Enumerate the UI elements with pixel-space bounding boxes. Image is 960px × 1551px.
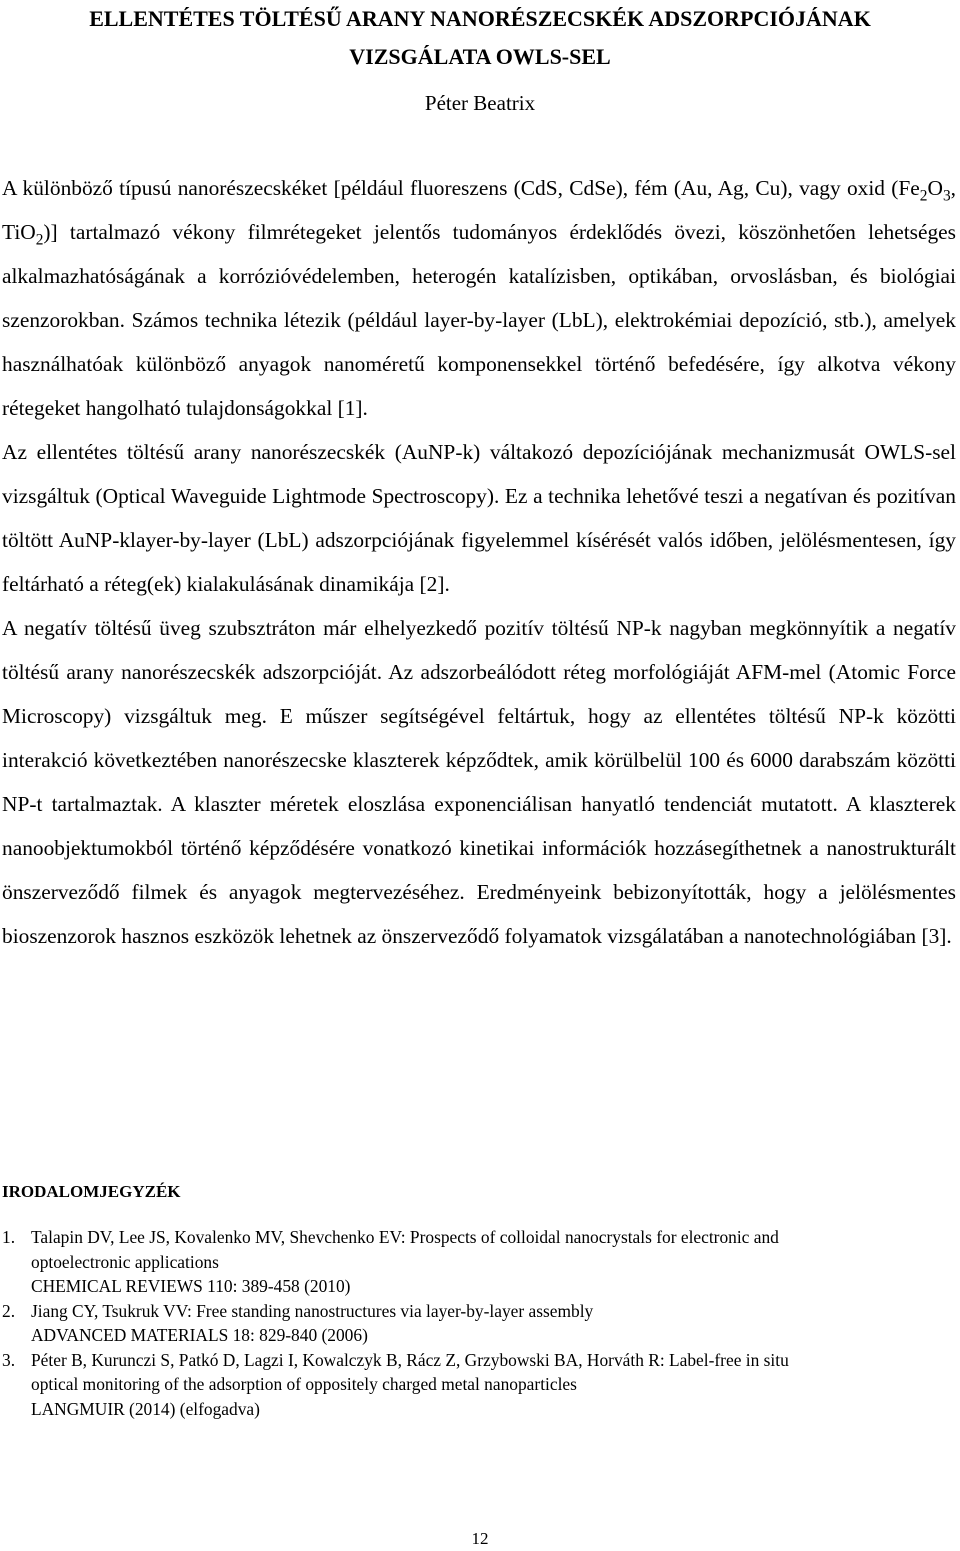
- subscript-fe: 2: [919, 187, 928, 205]
- paper-title-line-1: ELLENTÉTES TÖLTÉSŰ ARANY NANORÉSZECSKÉK ADSZORPCIÓJÁNAK: [89, 6, 871, 31]
- abstract-body: [2, 166, 956, 958]
- reference-journal: LANGMUIR (2014) (elfogadva): [31, 1398, 260, 1419]
- references-list: [2, 1225, 958, 1421]
- abstract-paragraph-1: [2, 166, 956, 430]
- reference-item: [2, 1348, 958, 1422]
- page-number: 12: [471, 1529, 489, 1548]
- reference-number: 3.: [2, 1349, 16, 1370]
- reference-item: [2, 1225, 958, 1299]
- reference-number: 2.: [2, 1300, 16, 1321]
- abstract-paragraph-1-text-b: O: [927, 176, 943, 200]
- reference-journal: CHEMICAL REVIEWS 110: 389-458 (2010): [31, 1276, 351, 1296]
- reference-item: [2, 1299, 958, 1348]
- paper-title-line-2: VIZSGÁLATA OWLS-SEL: [349, 44, 611, 69]
- reference-journal: ADVANCED MATERIALS 18: 829-840 (2006): [31, 1325, 368, 1345]
- abstract-paragraph-1-text-c: , TiO: [2, 176, 956, 244]
- abstract-paragraph-2: Az ellentétes töltésű arany nanorészecskék (AuNP-k) váltakozó depozíciójának mechanizmusát OWLS-sel vizsgáltuk (Optical Waveguide Lightmode Spectroscopy). Ez a technika lehetővé teszi a negatívan és pozitívan töltött AuNP-klayer-by-layer (LbL) adszorpciójának figyelemmel kísérését valós időben, jelölésmentesen, így feltárható a réteg(ek) kialakulásának dinamikája [2].: [2, 440, 956, 596]
- subscript-ti: 2: [35, 231, 44, 249]
- reference-line: Péter B, Kurunczi S, Patkó D, Lagzi I, Kowalczyk B, Rácz Z, Grzybowski BA, Horváth R: Label-free in situ: [31, 1349, 789, 1370]
- references-heading: IRODALOMJEGYZÉK: [2, 1182, 181, 1201]
- abstract-paragraph-1-text-a: A különböző típusú nanorészecskéket [például fluoreszens (CdS, CdSe), fém (Au, Ag, Cu), vagy oxid (Fe: [2, 176, 920, 200]
- abstract-paragraph-3: A negatív töltésű üveg szubsztráton már elhelyezkedő pozitív töltésű NP-k nagyban megkönnyítik a negatív töltésű arany nanorészecskék adszorpcióját. Az adszorbeálódott réteg morfológiáját AFM-mel (Atomic Force Microscopy) vizsgáltuk meg. E műszer segítségével feltártuk, hogy az ellentétes töltésű NP-k közötti interakció következtében nanorészecske klaszterek képződtek, amik körülbelül 100 és 6000 darabszám közötti NP-t tartalmaztak. A klaszter méretek eloszlása exponenciálisan hanyatló tendenciát mutatott. A klaszterek nanoobjektumokból történő képződésére vonatkozó kinetikai információk hozzásegíthetnek a nanostrukturált önszerveződő filmek és anyagok megtervezéséhez. Eredményeink bebizonyították, hogy a jelölésmentes bioszenzorok hasznos eszközök lehetnek az önszerveződő folyamatok vizsgálatában a nanotechnológiában [3].: [2, 616, 956, 948]
- reference-number: 1.: [2, 1227, 16, 1247]
- author-name: Péter Beatrix: [424, 91, 536, 115]
- reference-line: optical monitoring of the adsorption of oppositely charged metal nanoparticles: [31, 1374, 577, 1394]
- abstract-paragraph-1-text-d: )] tartalmazó vékony filmrétegeket jelentős tudományos érdeklődés övezi, köszönhetően lehetséges alkalmazhatóságának a korrózióvédelemben, heterogén katalízisben, optikában, orvoslásban, és biológiai szenzorokban. Számos technika létezik (például layer-by-layer (LbL), elektrokémiai depozíció, stb.), amelyek használhatóak különböző anyagok nanoméretű komponensekkel történő befedésére, így alkotva vékony rétegeket hangolható tulajdonságokkal [1].: [2, 220, 956, 420]
- reference-line: optoelectronic applications: [31, 1251, 219, 1272]
- reference-line: Talapin DV, Lee JS, Kovalenko MV, Shevchenko EV: Prospects of colloidal nanocrystals for electronic and: [31, 1227, 779, 1247]
- subscript-o: 3: [942, 187, 951, 205]
- reference-line: Jiang CY, Tsukruk VV: Free standing nanostructures via layer-by-layer assembly: [31, 1300, 594, 1321]
- paper-title: [0, 0, 960, 76]
